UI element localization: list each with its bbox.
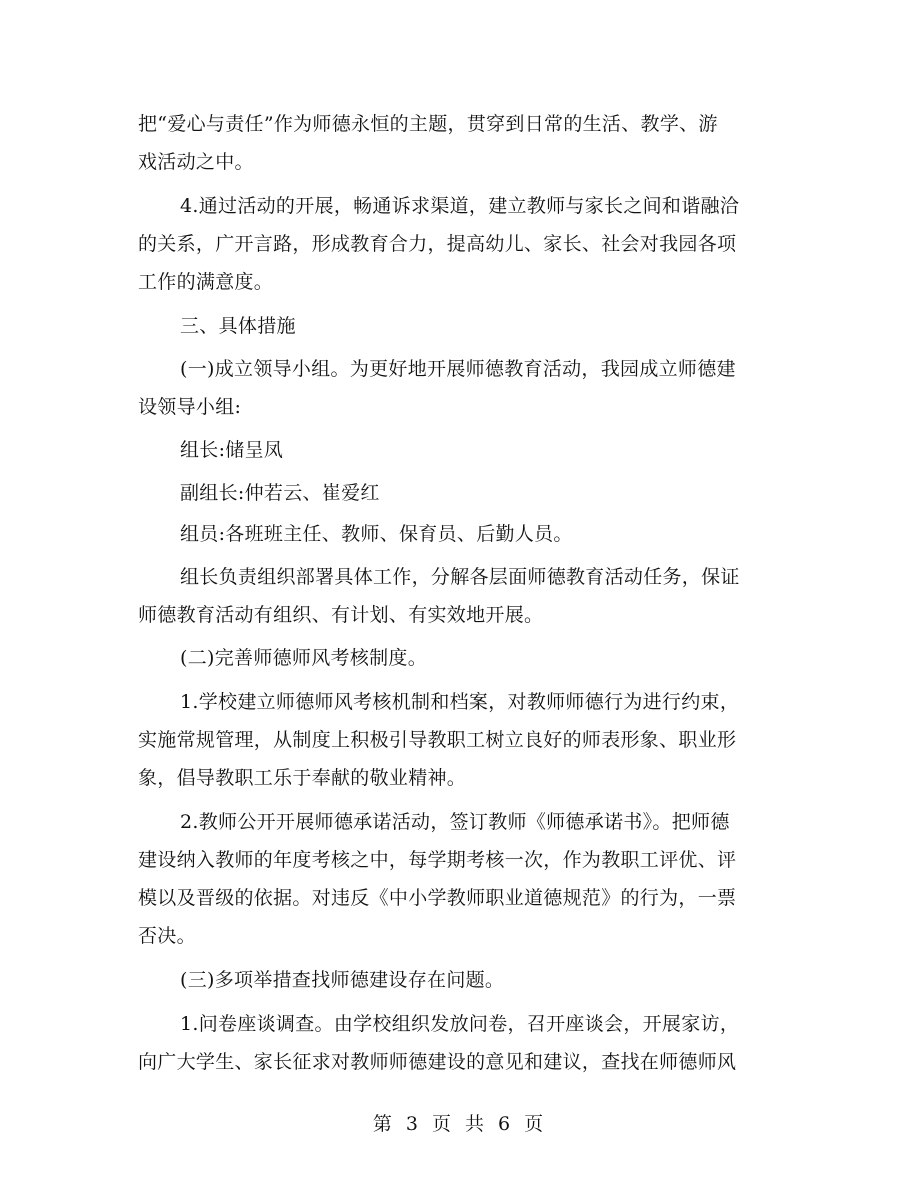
text-line: 向广大学生、家长征求对教师师德建设的意见和建议，查找在师德师风 <box>138 1051 737 1073</box>
text-line: 设领导小组: <box>138 396 242 418</box>
text-line: 副组长:仲若云、崔爱红 <box>180 482 380 504</box>
text-line: 把“爱心与责任”作为师德永恒的主题，贯穿到日常的生活、教学、游 <box>138 113 718 135</box>
text-line: 组长:储呈凤 <box>180 439 284 461</box>
text-line: 组长负责组织部署具体工作，分解各层面师德教育活动任务，保证 <box>180 566 740 588</box>
text-line: 工作的满意度。 <box>138 271 274 293</box>
section-heading: 三、具体措施 <box>180 315 296 337</box>
text-line: (二)完善师德师风考核制度。 <box>180 647 428 669</box>
text-line: 否决。 <box>138 925 196 947</box>
text-line: 实施常规管理，从制度上积极引导教职工树立良好的师表形象、职业形 <box>138 729 737 751</box>
text-line: 1.问卷座谈调查。由学校组织发放问卷，召开座谈会，开展家访， <box>180 1013 740 1035</box>
text-line: 2.教师公开开展师德承诺活动，签订教师《师德承诺书》。把师德 <box>180 811 730 833</box>
text-line: 象，倡导教职工乐于奉献的敬业精神。 <box>138 767 467 789</box>
page-footer: 第 3 页 共 6 页 <box>372 1113 548 1135</box>
text-line: 建设纳入教师的年度考核之中，每学期考核一次，作为教职工评优、评 <box>138 849 737 871</box>
text-line: 1.学校建立师德师风考核机制和档案，对教师师德行为进行约束， <box>180 691 740 713</box>
text-line: 的关系，广开言路，形成教育合力，提高幼儿、家长、社会对我园各项 <box>138 233 737 255</box>
text-line: (三)多项举措查找师德建设存在问题。 <box>180 969 505 991</box>
text-line: 模以及晋级的依据。对违反《中小学教师职业道德规范》的行为，一票 <box>138 887 737 909</box>
text-line: 师德教育活动有组织、有计划、有实效地开展。 <box>138 604 544 626</box>
text-line: 组员:各班班主任、教师、保育员、后勤人员。 <box>180 523 573 545</box>
text-line: 4.通过活动的开展，畅通诉求渠道，建立教师与家长之间和谐融洽 <box>180 195 740 217</box>
text-line: (一)成立领导小组。为更好地开展师德教育活动，我园成立师德建 <box>180 358 736 380</box>
text-line: 戏活动之中。 <box>138 151 254 173</box>
